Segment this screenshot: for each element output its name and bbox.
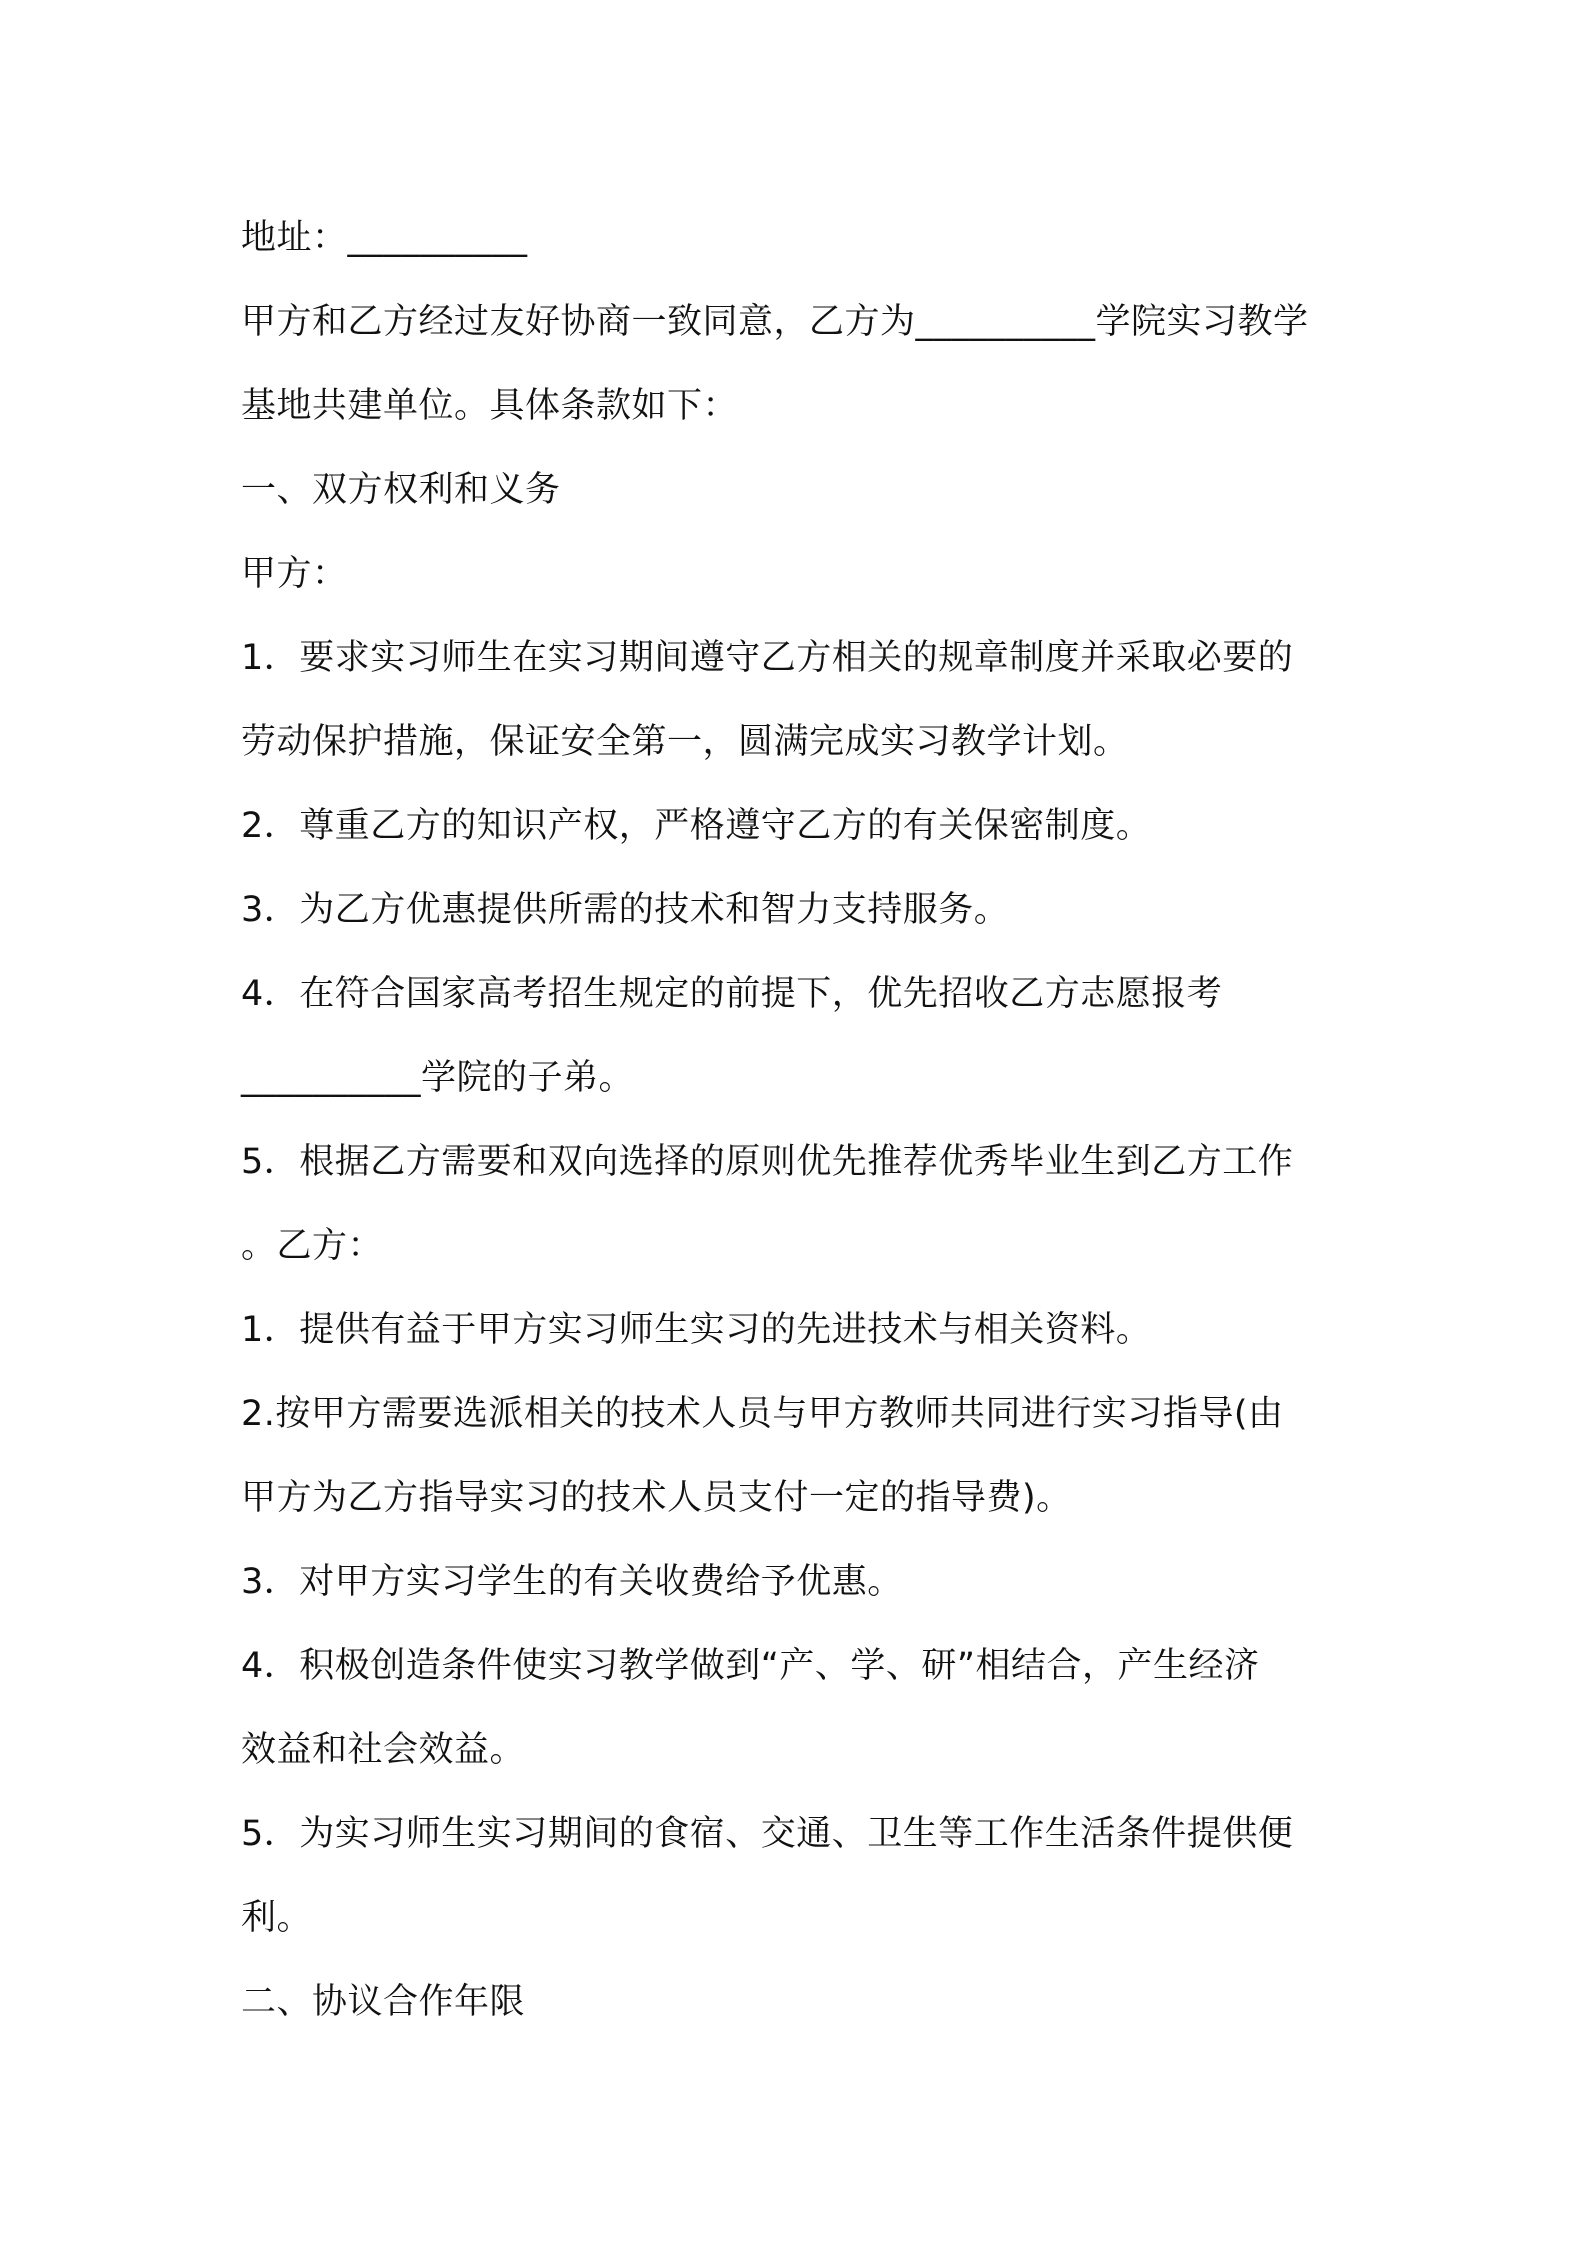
party-b-clause-5: 5．为实习师生实习期间的食宿、交通、卫生等工作生活条件提供便 [241,1814,1294,1854]
address-line: 地址：__________ [241,218,528,258]
party-b-clause-2-cont: 甲方为乙方指导实习的技术人员支付一定的指导费)。 [241,1478,1072,1518]
party-b-clause-5-cont: 利。 [241,1898,313,1938]
party-a-clause-5: 5．根据乙方需要和双向选择的原则优先推荐优秀毕业生到乙方工作 [241,1142,1294,1182]
party-b-heading: 。乙方： [241,1226,384,1266]
party-a-clause-1-cont: 劳动保护措施，保证安全第一，圆满完成实习教学计划。 [241,722,1129,762]
party-a-clause-4-cont: __________学院的子弟。 [241,1058,635,1098]
party-b-clause-3: 3．对甲方实习学生的有关收费给予优惠。 [241,1562,903,1602]
section-heading: 二、协议合作年限 [241,1982,526,2022]
intro-paragraph-line: 甲方和乙方经过友好协商一致同意，乙方为__________学院实习教学 [241,302,1309,342]
party-a-clause-2: 2．尊重乙方的知识产权，严格遵守乙方的有关保密制度。 [241,806,1152,846]
party-a-clause-1: 1．要求实习师生在实习期间遵守乙方相关的规章制度并采取必要的 [241,638,1294,678]
section-heading: 一、双方权利和义务 [241,470,561,510]
party-b-clause-4: 4．积极创造条件使实习教学做到“产、学、研”相结合，产生经济 [241,1646,1260,1686]
intro-paragraph-line: 基地共建单位。具体条款如下： [241,386,739,426]
document-body [241,196,1361,2044]
party-b-clause-4-cont: 效益和社会效益。 [241,1730,526,1770]
party-a-clause-4: 4．在符合国家高考招生规定的前提下，优先招收乙方志愿报考 [241,974,1223,1014]
party-b-clause-1: 1．提供有益于甲方实习师生实习的先进技术与相关资料。 [241,1310,1152,1350]
party-b-clause-2: 2.按甲方需要选派相关的技术人员与甲方教师共同进行实习指导(由 [241,1394,1284,1434]
party-a-heading: 甲方： [241,554,348,594]
party-a-clause-3: 3．为乙方优惠提供所需的技术和智力支持服务。 [241,890,1010,930]
